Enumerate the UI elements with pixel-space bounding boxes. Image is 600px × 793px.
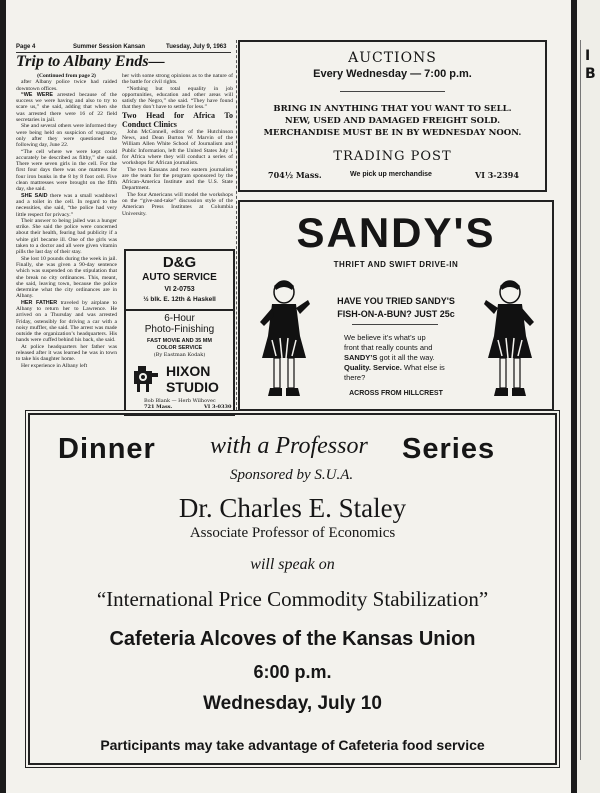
- paragraph: Her experience in Albany left: [21, 362, 88, 369]
- hixon-people: Bob Blank — Herb Wilhovec: [144, 398, 216, 404]
- paragraph: HER FATHER traveled by airplane to Albany to return her to Lawrence. He arrived on a Thursday and was arrested Friday, ostensibly for driving a car with a noisy muffler, she said. The arrest was made outside the organization’s headquarters. His hands were cuffed behind his back, she said.: [16, 299, 117, 344]
- paragraph: Their answer to being jailed was a hunger strike. She said the police were concerned about their health, fearing bad publicity if a white girl became ill. One of the girls was taken to a doctor and all were given vitamin pills the last day of their stay.: [16, 217, 117, 256]
- sandys-body-2: front that really counts and: [344, 343, 433, 352]
- hixon-line1: 6-Hour: [164, 313, 195, 324]
- issue-date: Tuesday, July 9, 1963: [166, 44, 227, 50]
- auctions-line3: MERCHANDISE MUST BE IN BY WEDNESDAY NOON.: [263, 128, 522, 138]
- cafeteria-note: Participants may take advantage of Cafeteria food service: [100, 737, 485, 753]
- sandys-tagline: THRIFT AND SWIFT DRIVE-IN: [333, 260, 459, 269]
- paragraph: She lost 10 pounds during the week in jail. Finally, she was given a 90-day sentence which was suspended on the stipulation that she break no city ordinances. This, meant, she said, leaving town, because the police determine what the city ordinances are in Albany.: [16, 255, 117, 300]
- paragraph: She and several others were informed they were being held on suspicion of vagrancy, only after they were questioned the following day, June 22.: [16, 123, 117, 149]
- event-location: Cafeteria Alcoves of the Kansas Union: [109, 628, 476, 650]
- dg-address: ½ blk. E. 12th & Haskell: [143, 296, 216, 303]
- article-headline: Trip to Albany Ends—: [16, 53, 165, 70]
- paragraph: “The cell where we were kept could accurately be described as filthy,” she said. There were seven girls in the cell. For the first four days there was one mattress for four iron bunks in the 8 by 8 foot cell. Five clean mattresses were brought on the fifth day, she said.: [16, 148, 117, 193]
- auctions-line2: NEW, USED AND DAMAGED FREIGHT SOLD.: [284, 116, 501, 126]
- trading-post-phone: VI 3-2394: [475, 170, 519, 180]
- sandys-ad: [238, 200, 554, 411]
- paragraph: SHE SAID there was a small washbowl and a toilet in the cell. In regard to the necessities, she said, “the police had very little respect for privacy.”: [16, 192, 117, 218]
- dg-auto-ad: [124, 249, 235, 311]
- with-a-professor: with a Professor: [210, 433, 368, 459]
- hixon-line2: Photo-Finishing: [144, 324, 215, 335]
- trading-post-pickup: We pick up merchandise: [350, 171, 432, 178]
- sandys-question-1: HAVE YOU TRIED SANDY'S: [337, 296, 455, 306]
- sponsor-line: Sponsored by S.U.A.: [230, 467, 354, 483]
- subheadline: Two Head for Africa To Conduct Clinics: [122, 110, 233, 129]
- newspaper-page: [6, 0, 571, 793]
- sandys-location: ACROSS FROM HILLCREST: [349, 390, 443, 397]
- camera-icon: [132, 361, 160, 393]
- column-rule: [236, 40, 237, 410]
- hixon-phone: VI 3-0330: [204, 404, 232, 410]
- gutter-rule: [580, 40, 581, 760]
- event-time: 6:00 p.m.: [253, 662, 332, 682]
- article-column-2: [122, 73, 233, 247]
- dinner-word: Dinner: [58, 433, 156, 465]
- event-day: Wednesday, July 10: [203, 693, 382, 714]
- hixon-line3: FAST MOVIE AND 35 MM: [147, 338, 212, 344]
- adjacent-letter: B: [585, 66, 596, 82]
- auctions-schedule: Every Wednesday — 7:00 p.m.: [313, 68, 472, 80]
- paragraph: At police headquarters her father was released after it was learned he was in town to take his daughter home.: [16, 343, 117, 363]
- divider: [340, 91, 445, 92]
- sandys-question-2: FISH-ON-A-BUN? JUST 25c: [337, 309, 455, 319]
- auctions-ad: [238, 40, 547, 192]
- sandys-body-1: We believe it’s what’s up: [344, 333, 426, 342]
- dg-phone: VI 2-0753: [164, 286, 195, 293]
- paragraph: her with some strong opinions as to the nature of the battle for civil rights.: [122, 73, 233, 86]
- auctions-line1: BRING IN ANYTHING THAT YOU WANT TO SELL.: [273, 104, 512, 114]
- hixon-name: HIXON: [166, 363, 211, 379]
- scottish-lass-icon: [254, 278, 312, 402]
- paragraph: The four Americans will model the workshops on the “give-and-take” discussion style of the American Press Institutes at Columbia University.: [122, 191, 233, 217]
- paper-name: Summer Session Kansan: [73, 44, 146, 50]
- paragraph: The two Kansans and two eastern journalists are the team for the program sponsored by the African-America Institute and the U.S. State Department.: [122, 166, 233, 192]
- continued-line: (Continued from page 2): [37, 73, 96, 79]
- speaker-position: Associate Professor of Economics: [189, 525, 396, 541]
- dinner-professor-ad: [28, 413, 557, 765]
- trading-post-name: TRADING POST: [333, 149, 452, 164]
- hixon-line4: COLOR SERVICE: [156, 345, 203, 351]
- paragraph: “WE WERE arrested because of the success we were having and also to try to scare us,” she said, adding that when she was arrested there were 16 of 22 field secretaries in jail.: [16, 91, 117, 124]
- hixon-studio-ad: [124, 309, 235, 416]
- adjacent-letter: I: [585, 48, 591, 64]
- sandys-body-5: there?: [344, 373, 366, 382]
- paragraph: after Albany police twice had raided downtown offices.: [16, 79, 117, 92]
- trading-post-address: 704½ Mass.: [268, 170, 322, 180]
- divider: [352, 324, 438, 325]
- auctions-title: AUCTIONS: [348, 50, 437, 66]
- series-word: Series: [402, 433, 496, 465]
- will-speak-on: will speak on: [250, 556, 335, 573]
- hixon-address: 721 Mass.: [144, 404, 173, 410]
- page-number: Page 4: [16, 44, 36, 50]
- paragraph: “Nothing but total equality in job opportunities, education and other areas will satisfy the Negro,” she said. “They have found that they don’t have to settle for less.”: [122, 85, 233, 111]
- paragraph: John McConnell, editor of the Hutchinson News, and Dean Burton W. Marvin of the William Allen White School of Journalism and Public Information, left the United States July 1 for Africa where they will conduct a series of workshops for African journalists.: [122, 128, 233, 167]
- adjacent-page: [577, 0, 600, 793]
- dg-name: D&G: [162, 254, 197, 271]
- speaker-name: Dr. Charles E. Staley: [178, 493, 407, 523]
- hixon-studio: STUDIO: [166, 379, 219, 395]
- lecture-topic: “International Price Commodity Stabilization”: [96, 587, 489, 611]
- sandys-body-3: SANDY’S got it all the way.: [344, 353, 435, 362]
- hixon-line5: (By Eastman Kodak): [153, 352, 206, 358]
- sandys-body-4: Quality. Service. What else is: [344, 363, 445, 372]
- dg-service: AUTO SERVICE: [142, 272, 217, 283]
- sandys-name: SANDY'S: [296, 209, 496, 256]
- scottish-lass-icon: [482, 278, 540, 402]
